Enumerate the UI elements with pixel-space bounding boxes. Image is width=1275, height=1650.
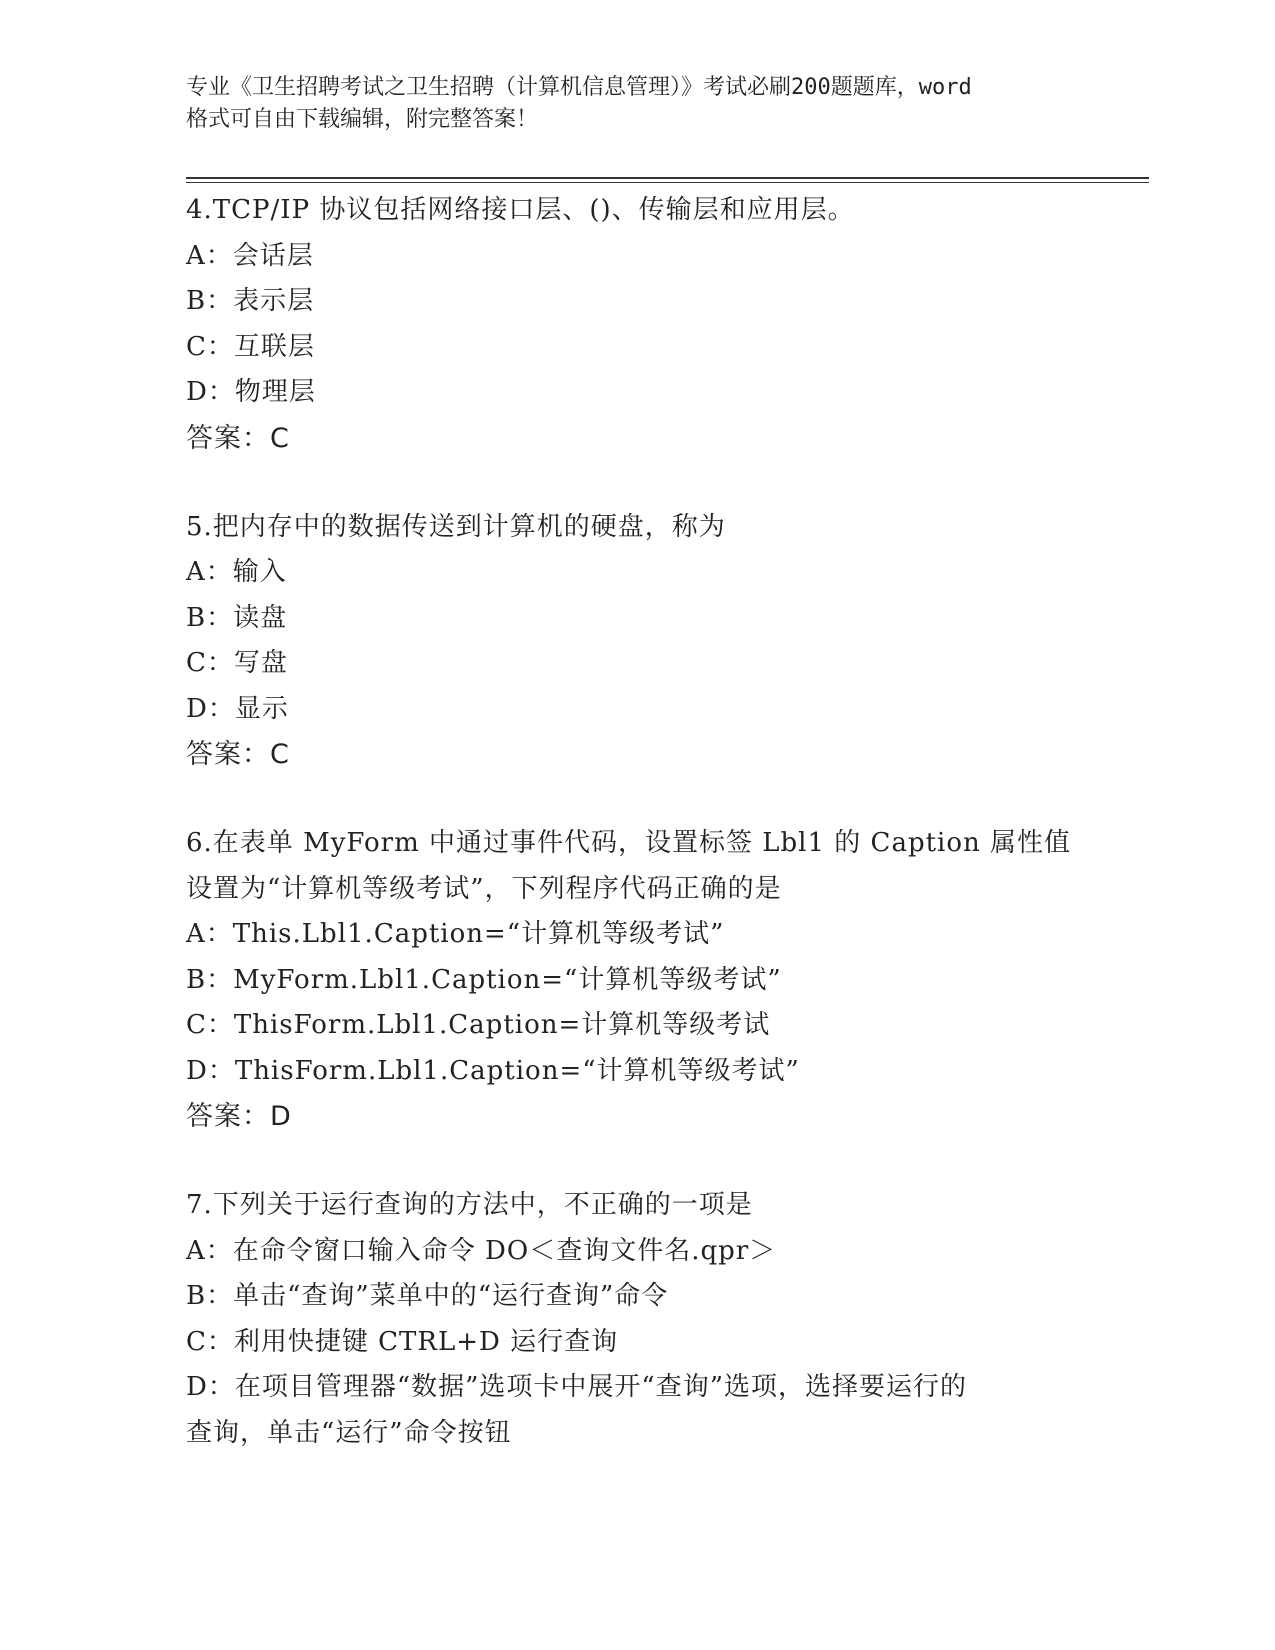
question-stem: 6.在表单 MyForm 中通过事件代码，设置标签 Lbl1 的 Caption 属性值: [186, 828, 1072, 858]
option-a: A：输入: [186, 557, 287, 587]
answer-line: 答案：C: [186, 422, 290, 454]
document-header: [186, 72, 1086, 136]
question-stem: 7.下列关于运行查询的方法中，不正确的一项是: [186, 1190, 753, 1220]
option-c: C：写盘: [186, 648, 288, 678]
option-b: B：读盘: [186, 602, 288, 633]
question-stem: 4.TCP/IP 协议包括网络接口层、()、传输层和应用层。: [186, 195, 855, 225]
option-a: A：会话层: [186, 240, 314, 271]
option-d: D：ThisForm.Lbl1.Caption=“计算机等级考试”: [186, 1055, 800, 1086]
answer-line: 答案：C: [186, 739, 290, 770]
header-divider-thin: [186, 182, 1149, 183]
option-b: B：表示层: [186, 286, 315, 316]
header-line-1: 专业《卫生招聘考试之卫生招聘（计算机信息管理）》考试必刷200题题库，word: [186, 75, 972, 100]
option-d-continued: 查询，单击“运行”命令按钮: [186, 1417, 512, 1448]
question-stem-continued: 设置为“计算机等级考试”，下列程序代码正确的是: [186, 873, 782, 904]
option-a: A：在命令窗口输入命令 DO＜查询文件名.qpr＞: [186, 1235, 777, 1266]
question-6: [186, 821, 1146, 1139]
option-c: C：利用快捷键 CTRL+D 运行查询: [186, 1326, 619, 1357]
option-a: A：This.Lbl1.Caption=“计算机等级考试”: [186, 919, 725, 949]
header-divider-thick: [186, 177, 1149, 179]
option-d: D：物理层: [186, 377, 316, 407]
option-d: D：在项目管理器“数据”选项卡中展开“查询”选项，选择要运行的: [186, 1372, 968, 1402]
option-b: B：MyForm.Lbl1.Caption=“计算机等级考试”: [186, 964, 782, 995]
question-5: [186, 505, 1146, 778]
option-c: C：ThisForm.Lbl1.Caption=计算机等级考试: [186, 1010, 771, 1040]
question-7: [186, 1183, 1146, 1456]
question-4: [186, 188, 1146, 461]
header-line-2: 格式可自由下载编辑，附完整答案！: [186, 107, 539, 132]
question-stem: 5.把内存中的数据传送到计算机的硬盘，称为: [186, 511, 726, 542]
option-d: D：显示: [186, 693, 289, 724]
question-list: [186, 188, 1146, 1500]
option-b: B：单击“查询”菜单中的“运行查询”命令: [186, 1281, 669, 1311]
option-c: C：互联层: [186, 331, 315, 362]
answer-line: 答案：D: [186, 1101, 292, 1132]
